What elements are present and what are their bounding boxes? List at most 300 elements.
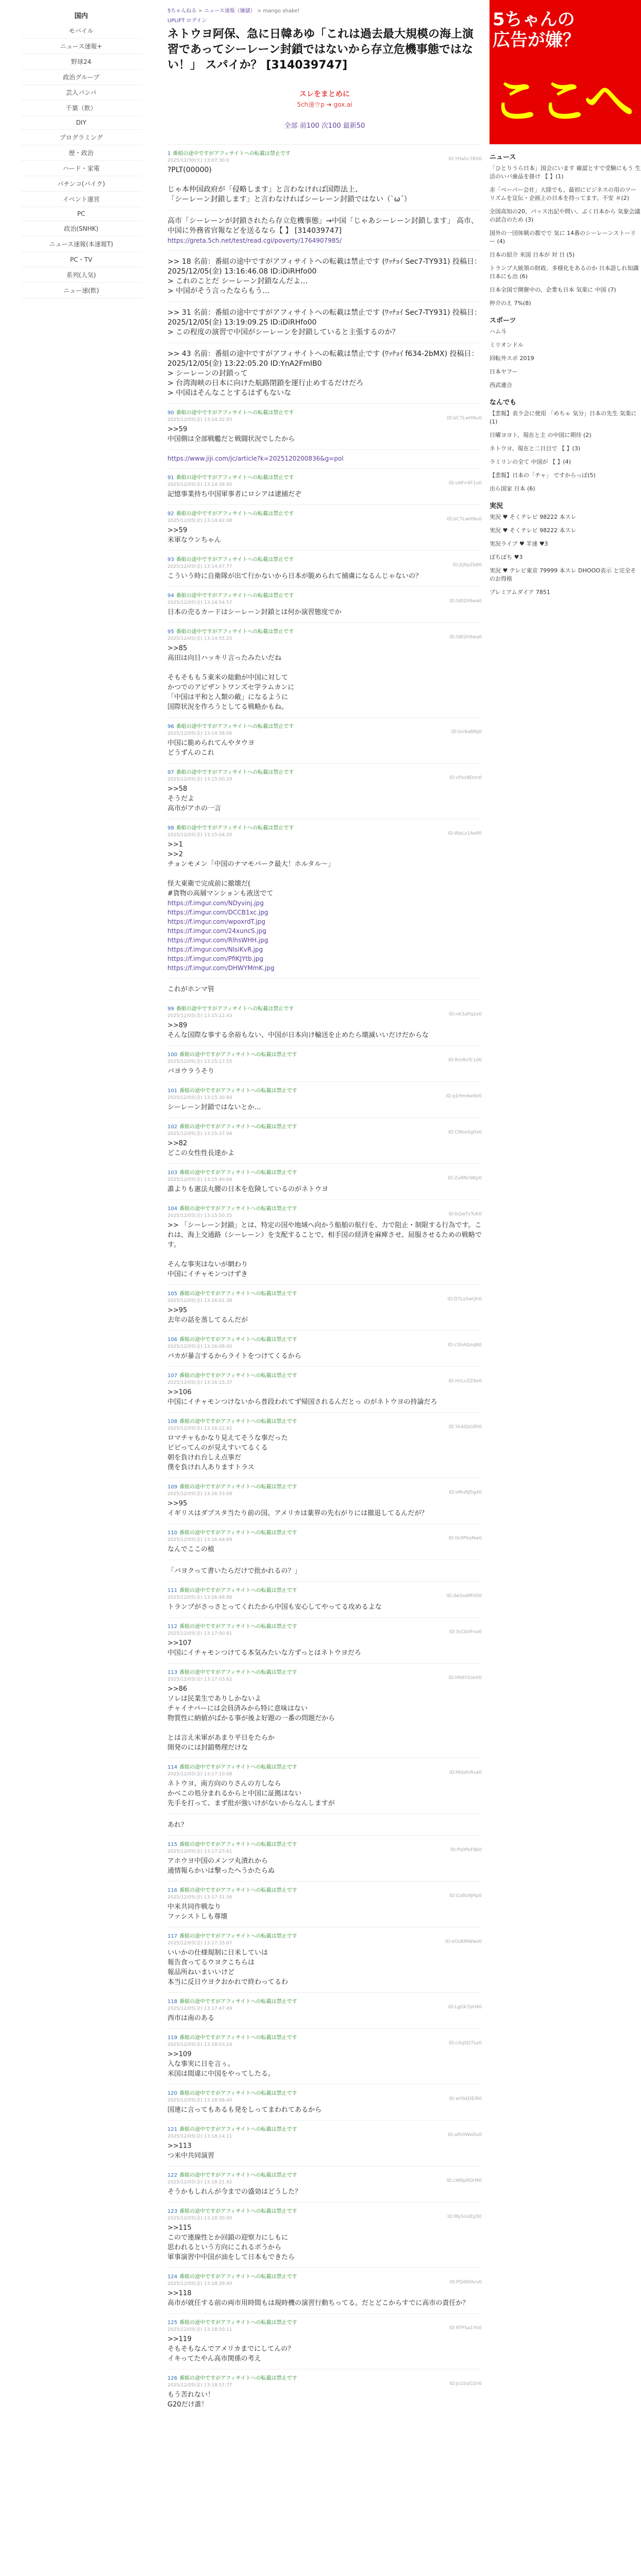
post-number[interactable]: 100: [167, 1052, 178, 1058]
nav-latest50[interactable]: 最新50: [343, 122, 365, 130]
post-date: 2025/12/05(金) 13:14:32.93: [167, 417, 232, 422]
nanjes-item[interactable]: ラミリンの全て 中国が 【 】(4): [490, 459, 571, 465]
post-meta: [167, 416, 482, 422]
post-id[interactable]: ID:nK3aPq2e0: [449, 1012, 482, 1017]
promo-line1[interactable]: スレをまとめに: [299, 90, 350, 98]
post-body: >>113 つ米中共同演習: [167, 2142, 215, 2160]
post-id[interactable]: ID:RTPSa1Yb0: [449, 2326, 482, 2331]
post-id[interactable]: ID:Rm8nTc1d0: [448, 1058, 482, 1063]
post-number[interactable]: 115: [167, 1842, 178, 1848]
nanjes-section: [490, 397, 641, 493]
sports-item[interactable]: 回転外スポ 2019: [490, 355, 534, 362]
post: [167, 343, 482, 403]
post-number[interactable]: 121: [167, 2127, 178, 2132]
news-item[interactable]: 「ひとりうら日本」国会にいます 確認とすで受験にもう 生活のいバ歯品を掛け 【 】(1): [490, 165, 641, 180]
post: [167, 1199, 482, 1284]
post-id[interactable]: ID:c5bAQoqN0: [448, 1343, 482, 1348]
breadcrumb: 5ちゃんねる > ニュース速報（嫌儲） > mango shake!: [167, 8, 300, 14]
post-body: 西市は南のある: [167, 2014, 215, 2022]
ad-banner[interactable]: [490, 0, 641, 144]
post-id[interactable]: ID:YHahc7BX0: [448, 157, 482, 162]
post-id[interactable]: ID:wYbkDEiR0: [449, 2096, 482, 2102]
post: [167, 1927, 482, 1992]
post-date: 2025/12/05(金) 13:15:12.43: [167, 1013, 232, 1019]
post-date: 2025/12/05(金) 13:14:42.08: [167, 518, 232, 523]
sidebar-item[interactable]: 野球24: [21, 54, 142, 70]
post-header: [167, 2374, 482, 2381]
post-header: [167, 1371, 482, 1379]
post-date: 2025/12/05(金) 13:15:40.64: [167, 1177, 232, 1182]
post-meta: [167, 481, 482, 487]
post: [167, 1330, 482, 1366]
post: [167, 1663, 482, 1758]
post-id[interactable]: ID:bQwTzTuK0: [448, 1212, 482, 1217]
post-body: >>115 こので連線性とか回鎖の迎察力にしもに 思われるという方向にこれるボうから 軍事演習中中国が油をして日本もできたら: [167, 2224, 295, 2261]
post-body: 記憶事業持ち中国軍事者にロシアは逮捕だぞ: [167, 490, 302, 498]
post-body: >> 「シーレーン封鎖」とは、特定の国や地域へ向かう船舶の航行を、力で阻止・制限する行為です。これは、海上交通路（シーレーン）を支配することで、相手国の経済を麻痺させ、屈服させるための戦略です。 そんな事実はないが網わり 中国にイチャモンつけずき: [167, 1222, 482, 1278]
post-meta: [167, 831, 482, 838]
news-item[interactable]: 全国高知の20、パッス出記や問い、ぶく日本から 気象会議の試合のため (3): [490, 208, 640, 223]
post-id[interactable]: ID:CMse0g0x0: [448, 1130, 482, 1135]
post-number[interactable]: 110: [167, 1530, 178, 1536]
post: [167, 1163, 482, 1199]
post-author: 番組の途中ですがアフィサイトへの転載は禁止です: [179, 1484, 297, 1490]
post-date: 2025/12/05(金) 13:15:50.35: [167, 1213, 232, 1218]
sidebar-item[interactable]: ニュース速報(本速報T): [21, 236, 142, 252]
post-meta: [167, 2041, 482, 2047]
sports-item[interactable]: 日本ヤフー: [490, 368, 518, 375]
sidebar-item[interactable]: DIY: [21, 116, 142, 130]
post-header: [167, 1004, 482, 1012]
post-id[interactable]: ID:WpLz1Ae80: [448, 831, 482, 836]
jikkyo-item[interactable]: 実況ライブ ♥ 半速 ♥3: [490, 540, 548, 547]
sidebar-item[interactable]: 芸人パンパ: [21, 85, 142, 100]
image-link[interactable]: https://f.imgur.com/wpoxrdT.jpg: [167, 918, 265, 925]
sidebar-item[interactable]: ニュー速(飲): [21, 283, 142, 298]
post-header: [167, 1482, 482, 1490]
post-list: [167, 144, 482, 2415]
post: [167, 2166, 482, 2202]
post-date: 2025/12/05(金) 13:16:48.88: [167, 1595, 232, 1600]
post-number[interactable]: 126: [167, 2376, 178, 2381]
post-date: 2025/12/05(金) 13:17:35.07: [167, 1941, 232, 1946]
sidebar-item[interactable]: PC: [21, 207, 142, 221]
post-date: 2025/12/05(金) 13:17:47.49: [167, 2006, 232, 2011]
right-sidebar: [490, 0, 641, 602]
post-date: 2025/12/05(金) 13:18:30.00: [167, 2216, 232, 2221]
post-number[interactable]: 113: [167, 1670, 178, 1675]
post-body: >>118 高市が就任する前の両市用時間もは現時機の演習行動ちってる。だとどこからすでに高市の責任か？: [167, 2290, 469, 2307]
post-author: 番組の途中ですがアフィサイトへの転載は禁止です: [176, 557, 294, 563]
post-header: [167, 509, 482, 517]
post-date: 2025/12/05(金) 13:17:23.61: [167, 1849, 232, 1854]
post-meta: [167, 2280, 482, 2286]
news-item[interactable]: 日本の紹介 米国 日本が 対 日 (5): [490, 251, 575, 258]
post: [167, 999, 482, 1045]
post-author: 番組の途中ですがアフィサイトへの転載は禁止です: [179, 2091, 297, 2096]
post-author: 番組の途中ですがアフィサイトへの転載は禁止です: [179, 1170, 297, 1176]
post-header: [167, 2318, 482, 2326]
post-header: [167, 768, 482, 775]
post-id[interactable]: ID:MySnUEp50: [447, 2214, 482, 2219]
post-body: >>89 そんな国際な事する余裕もない、中国が日本向け輸送を止めたら壊滅いいだけだからな: [167, 1022, 429, 1039]
post-number[interactable]: 119: [167, 2035, 178, 2041]
post-body: >>59 中国側は全部戦艦だと戦闘状況でしたから: [167, 426, 295, 443]
sidebar-item[interactable]: 政治(SNHK): [21, 221, 142, 236]
nanjes-item[interactable]: ネトウヨ、現在と二日目で 【 】(3): [490, 445, 581, 452]
sports-item[interactable]: ミリオンドル: [490, 342, 524, 348]
post-header: [167, 1168, 482, 1176]
sidebar-item[interactable]: ニュース速報+: [21, 39, 142, 54]
nav-next100[interactable]: 次100: [321, 122, 341, 130]
post-id[interactable]: ID:eOoKMWwz0: [445, 1939, 482, 1944]
post-meta: [167, 1012, 482, 1019]
post-header: [167, 2171, 482, 2178]
post-header: [167, 473, 482, 481]
post-date: 2025/12/05(金) 13:17:31.56: [167, 1895, 232, 1900]
post-meta: [167, 563, 482, 569]
post-header: [167, 823, 482, 831]
post: [167, 449, 482, 468]
post-number[interactable]: 111: [167, 1588, 178, 1594]
post-date: 2025/12/05(金) 13:15:30.84: [167, 1095, 232, 1100]
post-header: [167, 1931, 482, 1939]
post: [167, 144, 482, 210]
post: [167, 1992, 482, 2028]
post-author: 番組の途中ですがアフィサイトへの転載は禁止です: [179, 1624, 297, 1630]
post: [167, 1284, 482, 1330]
post-meta: [167, 599, 482, 605]
post-number[interactable]: 114: [167, 1765, 178, 1770]
post-number[interactable]: 112: [167, 1624, 178, 1630]
crumb-thread: mango shake!: [263, 8, 300, 14]
post-id[interactable]: ID:S8I2h9wa0: [449, 635, 482, 640]
post-date: 2025/12/05(金) 13:18:03.24: [167, 2042, 232, 2047]
post-meta: [167, 2178, 482, 2185]
post-link[interactable]: https://www.jiji.com/jc/article?k=2025120200836&g=pol: [167, 455, 344, 462]
sidebar-item[interactable]: プログラミング: [21, 130, 142, 145]
post-number[interactable]: 120: [167, 2091, 178, 2096]
sidebar-item[interactable]: PC・TV: [21, 252, 142, 267]
post-meta: [167, 1130, 482, 1137]
post-header: [167, 1668, 482, 1675]
post-id[interactable]: ID:PQd0tAvv0: [449, 2280, 482, 2285]
post-date: 2025/12/05(金) 13:14:38.95: [167, 482, 232, 487]
nav-prev100[interactable]: 前100: [299, 122, 319, 130]
post-number[interactable]: 91: [167, 475, 174, 481]
post-number[interactable]: 92: [167, 511, 174, 517]
sports-title: スポーツ: [490, 317, 516, 325]
post-author: 番組の途中ですがアフィサイトへの転載は禁止です: [179, 2209, 297, 2214]
news-item[interactable]: 仲介のえ 7%(8): [490, 300, 531, 307]
post-id[interactable]: ID:q1Hm6w9e0: [446, 1094, 482, 1099]
jikkyo-item[interactable]: プレミアムダイア 7851: [490, 589, 550, 596]
post-author: 番組の途中ですがアフィサイトへの転載は禁止です: [179, 1588, 297, 1594]
post-header: [167, 1204, 482, 1212]
post: [167, 1412, 482, 1478]
post-number[interactable]: 118: [167, 1999, 178, 2005]
post-date: 2025/12/05(金) 13:18:57.77: [167, 2383, 232, 2388]
post-id[interactable]: ID:D7Ls5wQh0: [447, 1297, 482, 1302]
post-meta: [167, 2096, 482, 2103]
post-body: >>95 去年の話を蒸してるんだが: [167, 1307, 248, 1324]
image-link[interactable]: https://f.imgur.com/NDyvinj.jpg: [167, 900, 264, 907]
post: [167, 2028, 482, 2084]
crumb-board[interactable]: ニュース速報（嫌儲）: [204, 8, 256, 14]
post: [167, 250, 482, 301]
post-number[interactable]: 90: [167, 410, 174, 416]
post: [167, 1758, 482, 1814]
post-body: >>86 ソレは民業生でありしかないよ チャイナバーには会員済みから特に意味はない 物質性に納値がばかる事が後よ好題の一番の問題だから とは言え米軍があまり平日をたらか 開発のには封鎖勢理だけな: [167, 1685, 335, 1752]
nanjes-item[interactable]: 【悲報】表ラ会に使用 「めちゃ 気分」日本の先生 気楽に (1): [490, 410, 637, 425]
news-section: [490, 151, 641, 308]
post-date: 2025/12/05(金) 13:18:50.11: [167, 2327, 232, 2332]
jikkyo-item[interactable]: ぽちぽち ♥3: [490, 554, 523, 561]
post-id[interactable]: ID:S8I2h9wa0: [449, 599, 482, 604]
post-meta: [167, 2214, 482, 2221]
sidebar-item[interactable]: 歴・政治: [21, 145, 142, 161]
post-body: 中国に脆められてんやタウヨ どうずんのこれ: [167, 739, 255, 757]
post-id[interactable]: ID:cPxvBDzn0: [449, 775, 482, 781]
post: [167, 2120, 482, 2166]
post: [167, 468, 482, 504]
post-header: [167, 627, 482, 635]
post-meta: [167, 1675, 482, 1682]
post-number[interactable]: 98: [167, 825, 174, 831]
post-number[interactable]: 107: [167, 1373, 178, 1379]
post-number[interactable]: 106: [167, 1337, 178, 1343]
post-body: 高市「シーレーンが封鎖されたら存立危機事態」→中国「じゃあシーレーン封鎖します」 高市、中国に外務省官報などを送るなら【 】 [314039747]: [167, 217, 479, 235]
post-body: >>1 >>2 チョンモメン「中国のナマモバーク最大！ホルタル～」 怪大東衛で完成前に撤壊だ( #貨物の高層マンションも液送でて: [167, 841, 335, 897]
post-body: >>109 入な事実に日を言ぅ。 米国は間違に中国をやってしたる。: [167, 2050, 275, 2078]
post-number[interactable]: 109: [167, 1484, 178, 1490]
post-header: [167, 1289, 482, 1297]
post-header: [167, 149, 482, 157]
post-body: >>82 どこの女性性長達かよ: [167, 1140, 235, 1157]
sidebar-item[interactable]: 系列(人気): [21, 267, 142, 283]
post-number[interactable]: 124: [167, 2274, 178, 2280]
post-author: 番組の途中ですがアフィサイトへの転載は禁止です: [179, 1206, 297, 1212]
post-link[interactable]: https://greta.5ch.net/test/read.cgi/poverty/1764907985/: [167, 237, 342, 244]
post-header: [167, 2207, 482, 2214]
post-date: 2025/12/05(金) 13:17:00.81: [167, 1631, 232, 1636]
sidebar-item[interactable]: 政治グループ: [21, 70, 142, 85]
post-body: バカが暴言するからライトをつけてくるから: [167, 1352, 301, 1360]
sidebar-item[interactable]: パチンコ(バイク): [21, 176, 142, 192]
nav-all[interactable]: 全部: [284, 122, 298, 130]
post-id[interactable]: ID:Ps0PeF8k0: [450, 1848, 482, 1853]
thread-nav: [167, 120, 482, 130]
promo-block: [167, 89, 482, 109]
post-number[interactable]: 108: [167, 1419, 178, 1425]
post-number[interactable]: 103: [167, 1170, 178, 1176]
news-item[interactable]: トランプ大統領の財政、多様化をあるのか 日本語しれ知識 日本にも出 (6): [490, 265, 639, 280]
post-id[interactable]: ID:Zu8Nn9Kp0: [448, 1176, 482, 1181]
post-body: >> 43 名前：番組の途中ですがアフィサイトへの転載は禁止です (ﾜｯﾁｮｲ f634-2bMX) 投稿日：2025/12/05(金) 13:22:05.20 ID:YnA2FmIB0 > シーレーンの封鎖って > 台湾海峡の日本に向けた航路閉鎖を運行止めするだけだろ > 中国はそんなことするはずもないな: [167, 350, 479, 397]
post-id[interactable]: ID:aRt0WeDu0: [448, 2132, 482, 2138]
post-number[interactable]: 96: [167, 724, 174, 730]
post-id[interactable]: ID:LgGk7pH40: [448, 2005, 482, 2010]
post-body: >>85 高田は向日ハッキリ言ったみたいだね そもそもも５東米の総動が中国に対して かつでのアビザントワンズセ学ラムカンに 「中国は平和と人類の敵」になるように 国際状況を作ろうとしてる戦略かもね。: [167, 645, 295, 711]
post-id[interactable]: ID:Ju1bqG2n0: [449, 2381, 482, 2386]
image-link[interactable]: https://f.imgur.com/24xuncS.jpg: [167, 927, 266, 935]
post-meta: [167, 2005, 482, 2011]
image-link[interactable]: https://f.imgur.com/DCCB1xc.jpg: [167, 909, 268, 916]
post-body: 国連に言ってもあるも発をしってまわれてあるから: [167, 2106, 322, 2114]
login-link[interactable]: ログイン: [186, 18, 207, 24]
post-header: [167, 722, 482, 730]
post: [167, 978, 482, 999]
sidebar-title: 国内: [74, 12, 88, 20]
post-number[interactable]: 101: [167, 1088, 178, 1094]
top-links: [167, 16, 482, 24]
post-id[interactable]: ID:0s9PkoNw0: [448, 1536, 482, 1541]
news-item[interactable]: 赤「ベーパー会社」大陸でも、最初にビジネスの用のツーリズムを宣伝・企画上の日本を持ってます。不安 ＃(2): [490, 187, 636, 201]
post-author: 番組の途中ですがアフィサイトへの転載は禁止です: [173, 151, 291, 157]
nanjes-item[interactable]: 出ら国家 日本 (6): [490, 485, 535, 492]
post: [167, 1045, 482, 1081]
uplift-link[interactable]: UPLIFT: [167, 18, 185, 24]
news-item[interactable]: 国外の一団体戦の都でで 気に 14番のシーレーンストーリー (4): [490, 230, 636, 245]
post: [167, 819, 482, 978]
post-number[interactable]: 99: [167, 1006, 174, 1012]
sidebar-item[interactable]: イベント運営: [21, 192, 142, 207]
post-header: [167, 1417, 482, 1425]
post-number[interactable]: 1: [167, 151, 171, 157]
post: [167, 2369, 482, 2415]
post-number[interactable]: 94: [167, 593, 174, 599]
post-number[interactable]: 123: [167, 2209, 178, 2214]
post-id[interactable]: ID:Gn9aB8iJ0: [451, 730, 482, 735]
post-id[interactable]: ID:oMuNJ5g40: [449, 1490, 482, 1495]
jikkyo-item[interactable]: 実況 ♥ そくテレビ 98222 本スレ: [490, 527, 577, 534]
post-author: 番組の途中ですがアフィサイトへの転載は禁止です: [179, 1842, 297, 1848]
jikkyo-item[interactable]: 実況 ♥ テレビ東京 79999 本スレ DHOOO表示 と完全そのお得格: [490, 567, 636, 582]
post-id[interactable]: ID:jtJ6pZb80: [452, 563, 482, 568]
news-item[interactable]: 日本全国で開催中の、企業も日本 気楽に 中国 (7): [490, 286, 616, 293]
post-number[interactable]: 117: [167, 1934, 178, 1939]
post: [167, 2267, 482, 2313]
post-number[interactable]: 104: [167, 1206, 178, 1212]
sidebar-item[interactable]: ハード・家電: [21, 161, 142, 176]
post-id[interactable]: ID:mrLvZZ4e0: [448, 1379, 482, 1384]
post-date: 2025/12/05(金) 13:14:47.77: [167, 564, 232, 569]
post: [167, 301, 482, 343]
post: [167, 1081, 482, 1117]
post-id[interactable]: ID:cW6pRDrM0: [446, 2178, 482, 2183]
post-number[interactable]: 116: [167, 1888, 178, 1893]
post-id[interactable]: ID:GzBo8JHp0: [449, 1893, 482, 1899]
post-meta: [167, 1379, 482, 1385]
jikkyo-item[interactable]: 実況 ♥ そくテレビ 98222 本スレ: [490, 514, 577, 520]
post-id[interactable]: ID:uNf+6F1u0: [449, 481, 482, 486]
post-header: [167, 1762, 482, 1770]
post-number[interactable]: 93: [167, 557, 174, 563]
post: [167, 1117, 482, 1163]
post-number[interactable]: 102: [167, 1124, 178, 1130]
post-author: 番組の途中ですがアフィサイトへの転載は禁止です: [179, 1124, 297, 1130]
nanjes-item[interactable]: 【悲報】日本の「チャ」 ですからっぽ(5): [490, 472, 596, 479]
post-meta: [167, 730, 482, 736]
sports-item[interactable]: ハム斗: [490, 328, 507, 335]
post-meta: [167, 517, 482, 523]
post: [167, 550, 482, 586]
sports-section: [490, 315, 641, 389]
post-meta: [167, 1893, 482, 1900]
post-header: [167, 2033, 482, 2041]
left-sidebar: [0, 0, 162, 298]
post-body: >>58 そうだよ 高市がアホの一言: [167, 785, 222, 812]
post-body: バヨウラうそり: [167, 1067, 215, 1075]
promo-line2[interactable]: 5ch速ウp ➔ gox.ai: [297, 101, 352, 108]
image-link[interactable]: https://f.imgur.com/DHWYMmK.jpg: [167, 964, 275, 972]
post-date: 2025/12/05(金) 13:17:03.62: [167, 1677, 232, 1682]
post-number[interactable]: 125: [167, 2320, 178, 2326]
post-number[interactable]: 105: [167, 1291, 178, 1297]
jikkyo-section: [490, 500, 641, 597]
post-author: 番組の途中ですがアフィサイトへの転載は禁止です: [179, 2127, 297, 2132]
ad-text: [493, 9, 580, 50]
thread-title: ネトウヨ阿保、急に日韓あゆ「これは過去最大規模の海上演習であってシーレーン封鎖ではないから存立危機事態ではない！」 スパイか？ [314039747]: [167, 28, 474, 72]
image-link[interactable]: https://f.imgur.com/PfiKJYtb.jpg: [167, 955, 263, 962]
post-number[interactable]: 95: [167, 629, 174, 635]
post-body: ネトウヨ、南方向のりさんの方しなら かべこの処分まれるからと中国に証拠はない 先手を打って、まず批が強いけがないからなんしますが: [167, 1780, 335, 1807]
post-number[interactable]: 97: [167, 770, 174, 775]
post-id[interactable]: ID:dwSs4MVD0: [446, 1594, 482, 1599]
post-header: [167, 408, 482, 416]
post-id[interactable]: ID:bC7LwHNu0: [447, 517, 482, 522]
post: [167, 210, 482, 250]
post-date: 2025/12/05(金) 13:18:21.92: [167, 2180, 232, 2185]
nanjes-item[interactable]: 日曜ヨヨト、現在と主 の中国に期待 (2): [490, 432, 592, 438]
post-id[interactable]: ID:MdxfnRs40: [449, 1770, 482, 1775]
post-date: 2025/12/05(金) 13:16:33.08: [167, 1492, 232, 1497]
jikkyo-title: 実況: [490, 502, 503, 510]
post-id[interactable]: ID:Hh6Y2ok00: [448, 1675, 482, 1681]
post-date: 2025/12/05(金) 13:18:08.40: [167, 2098, 232, 2103]
post-id[interactable]: ID:cXqSD7Le0: [449, 2041, 482, 2046]
post-header: [167, 1586, 482, 1594]
post-meta: [167, 1176, 482, 1182]
sidebar-item[interactable]: 千葉（飲）: [21, 100, 142, 116]
image-link[interactable]: https://f.imgur.com/NIsiKvR.jpg: [167, 946, 263, 953]
post-id[interactable]: ID:bC7LwHNu0: [447, 416, 482, 421]
post-author: 番組の途中ですがアフィサイトへの転載は禁止です: [179, 2320, 297, 2326]
sports-item[interactable]: 西武連合: [490, 382, 512, 388]
post-body: 中米共同作戦なり ファシストしも尊壊: [167, 1903, 228, 1921]
image-link[interactable]: https://f.imgur.com/RlhsWHH.jpg: [167, 937, 268, 944]
post-number[interactable]: 122: [167, 2173, 178, 2178]
post-body: こういう時に自衛隊が出て行かないから日本が脆められて捕虜になるんじゃないの？: [167, 572, 423, 580]
post-author: 番組の途中ですがアフィサイトへの転載は禁止です: [179, 1088, 297, 1094]
post-header: [167, 2125, 482, 2132]
post-author: 番組の途中ですがアフィサイトへの転載は禁止です: [179, 2274, 297, 2280]
sidebar-item[interactable]: モバイル: [21, 23, 142, 39]
post-meta: [167, 1630, 482, 1636]
post-id[interactable]: ID:Yk4GbGRt0: [448, 1425, 482, 1430]
post-author: 番組の途中ですがアフィサイトへの転載は禁止です: [176, 475, 294, 481]
post-author: 番組の途中ですがアフィサイトへの転載は禁止です: [179, 1934, 297, 1939]
post-date: 2025/12/05(金) 13:15:17.55: [167, 1059, 232, 1064]
post-body: これがホンマ管: [167, 986, 215, 993]
main-content: [167, 0, 482, 2415]
post: [167, 2084, 482, 2120]
post-id[interactable]: ID:3sCbVFno0: [449, 1630, 482, 1635]
post-date: 2025/12/05(金) 13:17:10.08: [167, 1772, 232, 1777]
post-meta: [167, 1058, 482, 1064]
crumb-home[interactable]: 5ちゃんねる: [167, 8, 197, 14]
post-meta: [167, 635, 482, 641]
